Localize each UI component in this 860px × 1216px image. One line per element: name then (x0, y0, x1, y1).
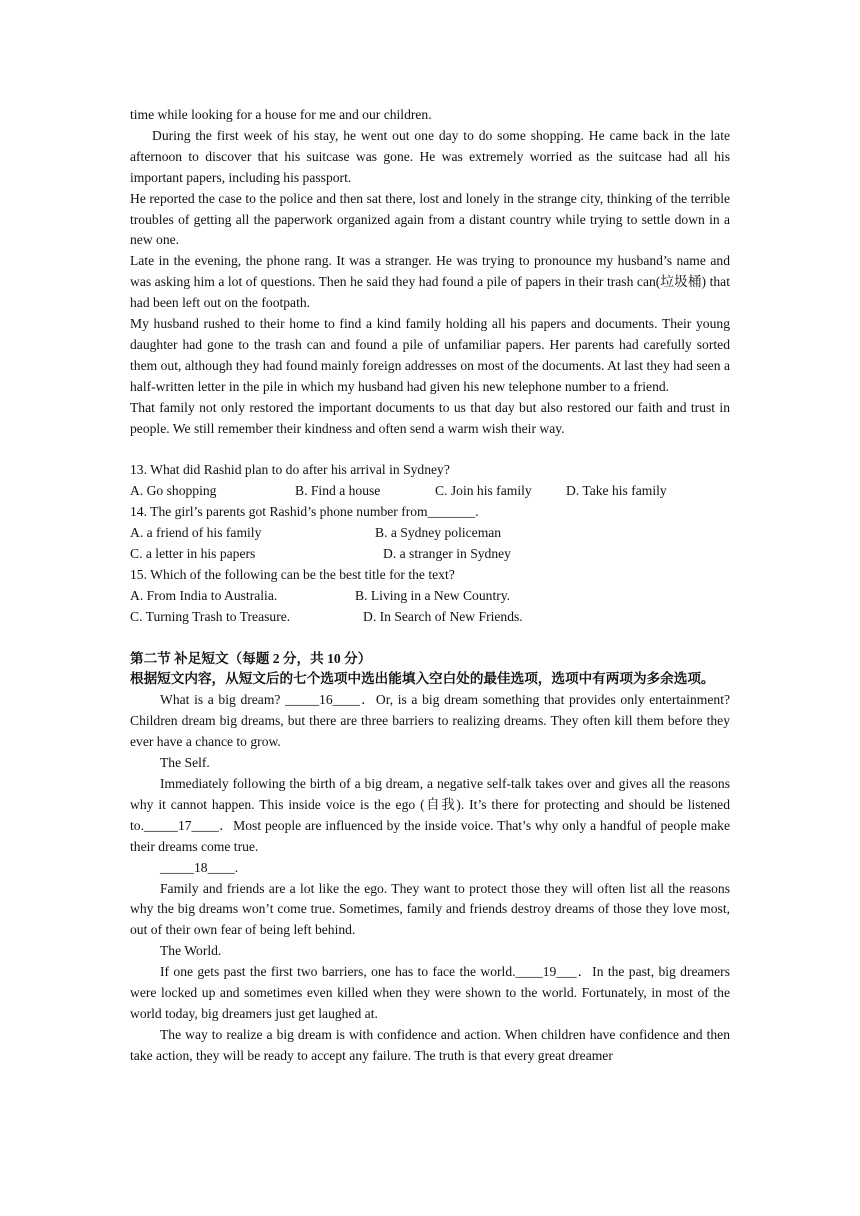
option-a: A. From India to Australia. (130, 587, 278, 603)
question-15-options-row2 (130, 607, 730, 628)
document-page (130, 105, 730, 1067)
passage-paragraph: Family and friends are a lot like the ego. They want to protect those they will often list all the reasons why the big dreams won’t come true. Sometimes, family and friends destroy dreams of those they love most, out of their own fear of being left behind. (130, 880, 730, 938)
option-c: C. a letter in his papers (130, 546, 256, 562)
passage-paragraph: time while looking for a house for me and our children. (130, 107, 432, 122)
question-15-options-row1 (130, 586, 730, 607)
question-15-stem: 15. Which of the following can be the best title for the text? (130, 566, 455, 582)
blank-18: _____18____. (160, 859, 239, 875)
subheading-the-self: The Self. (160, 755, 210, 771)
spacer (130, 628, 730, 649)
question-14-options-row1 (130, 523, 730, 544)
question-14-stem: 14. The girl’s parents got Rashid’s phone number from_______. (130, 504, 479, 520)
option-b: B. Find a house (295, 483, 381, 499)
section-instructions: 根据短文内容，从短文后的七个选项中选出能填入空白处的最佳选项，选项中有两项为多余选项。 (130, 671, 715, 687)
option-d: D. a stranger in Sydney (383, 546, 511, 562)
option-b: B. a Sydney policeman (375, 525, 502, 541)
subheading-the-world: The World. (160, 943, 222, 959)
question-13-options (130, 481, 730, 502)
option-d: D. Take his family (566, 483, 667, 499)
option-c: C. Turning Trash to Treasure. (130, 608, 291, 624)
passage-paragraph: Immediately following the birth of a big dream, a negative self-talk takes over and gives all the reasons why it cannot happen. This inside voice is the ego (自我). It’s there for protecting and should be listened to._____17____．Most people are influenced by the inside voice. That’s why only a handful of people make their dreams come true. (130, 775, 730, 854)
passage-paragraph: What is a big dream? _____16____．Or, is a big dream something that provides only entertainment? Children dream big dreams, but there are three barriers to realizing dreams. They often kill them before they ever have a chance to grow. (130, 692, 730, 750)
option-b: B. Living in a New Country. (355, 587, 511, 603)
option-a: A. Go shopping (130, 483, 217, 499)
passage-paragraph: Late in the evening, the phone rang. It was a stranger. He was trying to pronounce my husband’s name and was asking him a lot of questions. Then he said they had found a pile of papers in their trash can(垃圾桶) that had been left out on the footpath. (130, 253, 730, 311)
passage-paragraph: If one gets past the first two barriers, one has to face the world.____19___．In the past, big dreamers were locked up and sometimes even killed when they were shown to the world. Fortunately, in most of the world today, big dreamers just get laughed at. (130, 964, 730, 1021)
option-d: D. In Search of New Friends. (363, 608, 523, 624)
passage-paragraph: He reported the case to the police and then sat there, lost and lonely in the strange city, thinking of the terrible troubles of getting all the paperwork organized again from a distant country while trying to settle down in a new one. (130, 190, 730, 248)
spacer (130, 440, 730, 461)
passage-paragraph: My husband rushed to their home to find a kind family holding all his papers and documents. Their young daughter had gone to the trash can and found a pile of unfamiliar papers. Her parents had carefully sorted them out, although they had found mainly foreign addresses on most of the documents. At last they had seen a half-written letter in the pile in which my husband had given his new telephone number to a friend. (130, 316, 730, 394)
passage-paragraph: During the first week of his stay, he went out one day to do some shopping. He came back in the late afternoon to discover that his suitcase was gone. He was extremely worried as the suitcase had all his important papers, including his passport. (130, 127, 730, 185)
passage-paragraph: The way to realize a big dream is with confidence and action. When children have confidence and then take action, they will be ready to accept any failure. The truth is that every great dreamer (130, 1026, 730, 1063)
section-heading: 第二节 补足短文（每题 2 分，共 10 分） (130, 650, 372, 666)
passage-paragraph: That family not only restored the important documents to us that day but also restored our faith and trust in people. We still remember their kindness and often send a warm wish their way. (130, 399, 730, 436)
option-a: A. a friend of his family (130, 525, 262, 541)
option-c: C. Join his family (435, 483, 532, 499)
question-13-stem: 13. What did Rashid plan to do after his arrival in Sydney? (130, 462, 450, 478)
question-14-options-row2 (130, 544, 730, 565)
